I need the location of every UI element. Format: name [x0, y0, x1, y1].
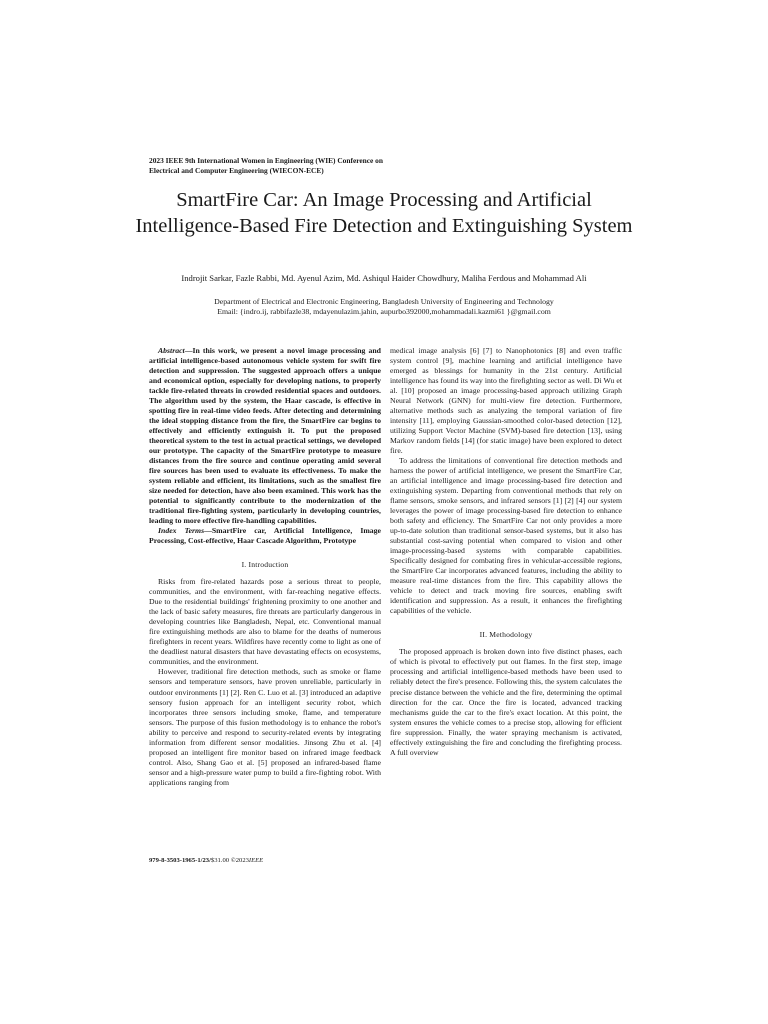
- author-list: Indrojit Sarkar, Fazle Rabbi, Md. Ayenul Azim, Md. Ashiqul Haider Chowdhury, Maliha Ferdous and Mohammad Ali: [181, 273, 587, 283]
- affiliation: Department of Electrical and Electronic Engineering, Bangladesh University of Engineering and Technology: [214, 297, 554, 306]
- footer-publisher: IEEE: [248, 857, 264, 864]
- abstract-text: —In this work, we present a novel image processing and artificial intelligence-based autonomous vehicle system for swift fire detection and suppression. The suggested approach offers a unique and economical option, especially for developing nations, to properly tackle fire-related threats in crowded residential spaces and outdoors. The algorithm used by the system, the Haar cascade, is effective in spotting fire in real-time video feeds. After detecting and determining the ideal stopping distance from the fire, the SmartFire car begins to effectively and efficiently extinguish it. To put the proposed theoretical system to the test in actual practical settings, we developed our prototype. The capacity of the SmartFire prototype to measure distances from the fire source and continue operating amid several fire sources has been used to evaluate its effectiveness. To make the system reliable and efficient, its limitations, such as the smallest fire size needed for detection, have also been examined. This work has the potential to significantly contribute to the modernization of the traditional fire-fighting system, particularly in developing countries, leading to more effective fire-handling capabilities.: [149, 346, 381, 526]
- index-terms: [149, 526, 381, 546]
- abstract-label: Abstract: [158, 346, 185, 355]
- index-terms-label: Index Terms: [158, 526, 205, 536]
- conference-line-1: 2023 IEEE 9th International Women in Engineering (WIE) Conference on: [149, 156, 383, 165]
- intro-paragraph-3: medical image analysis [6] [7] to Nanophotonics [8] and even traffic system control [9], machine learning and artificial intelligence have emerged as blessings for humanity in the 21st century. Artificial intelligence has found its way into the firefighting sector as well. Di Wu et al. [10] proposed an image processing-based approach utilizing Graph Neural Network (GNN) for multi-view fire detection. Furthermore, alternative methods such as analyzing the temporal variation of fire intensity [11], employing Gaussian-smoothed color-based detection [12], utilizing Support Vector Machine (SVM)-based fire detection [13], using Markov random fields [14] (for static image) have been explored to detect fire.: [390, 346, 622, 456]
- section-heading-introduction: I. Introduction: [241, 560, 289, 570]
- left-column: [149, 346, 381, 788]
- conference-header: [149, 156, 509, 176]
- email-line: Email: {indro.ij, rabbifazle38, mdayenulazim.jahin, aupurbo392000,mohammadali.kazmi61 }@gmail.com: [217, 307, 551, 316]
- affiliation-block: [140, 297, 628, 317]
- copyright-footer: [149, 857, 263, 864]
- footer-isbn: 979-8-3503-1965-1/23/: [149, 857, 211, 864]
- section-heading-methodology: II. Methodology: [479, 630, 533, 640]
- footer-price: $31.00: [210, 857, 230, 864]
- abstract: [149, 346, 381, 526]
- intro-paragraph-1: Risks from fire-related hazards pose a serious threat to people, communities, and the environment, with far-reaching negative effects. Due to the residential buildings' frightening proximity to one another and the lack of basic safety measures, fire threats are particularly dangerous in developing countries like Bangladesh, Nepal, etc. Conventional manual fire extinguishing methods are also to blame for the deaths of numerous firefighters in recent years. Wildfires have recently come to light as one of the deadliest natural disasters that have devastating effects on ecosystems, communities, and the environment.: [149, 577, 381, 667]
- methodology-paragraph-1: The proposed approach is broken down into five distinct phases, each of which is pivotal to effectively put out flames. In the first step, image processing and artificial intelligence-based methods have been used to reliably detect the fire's presence. Following this, the system calculates the precise distance between the vehicle and the fire, determining the optimal direction for the car. Once the fire is located, advanced tracking mechanisms guide the car to the fire's exact location. At this point, the system ensures the vehicle comes to a precise stop, allowing for efficient fire suppression. Finally, the water spraying mechanism is activated, effectively extinguishing the fire and concluding the firefighting process. A full overview: [390, 647, 622, 757]
- right-column: [390, 346, 622, 758]
- footer-year: 2023: [235, 857, 249, 864]
- paper-title: SmartFire Car: An Image Processing and Artificial Intelligence-Based Fire Detection and Extinguishing System: [135, 189, 633, 237]
- footer-copyright-symbol: ©: [230, 857, 236, 864]
- index-terms-text: —SmartFire car, Artificial Intelligence, Image Processing, Cost-effective, Haar Cascade Algorithm, Prototype: [149, 526, 381, 546]
- conference-line-2: Electrical and Computer Engineering (WIECON-ECE): [149, 166, 324, 175]
- intro-paragraph-2: However, traditional fire detection methods, such as smoke or flame sensors and temperature sensors, have proven unreliable, particularly in outdoor environments [1] [2]. Ren C. Luo et al. [3] introduced an adaptive sensory fusion approach for an intelligent security robot, which incorporates three sensors including smoke, flame, and temperature sensors. The purpose of this fusion methodology is to enhance the robot's ability to perceive and respond to security-related events by integrating information from different sensor modalities. Jinsong Zhu et al. [4] proposed an intelligent fire monitor based on infrared image feedback control. Also, Shang Gao et al. [5] proposed an infrared-based flame sensor and a high-pressure water pump to build a fire-fighting robot. With applications ranging from: [149, 667, 381, 787]
- intro-paragraph-4: To address the limitations of conventional fire detection methods and harness the power of artificial intelligence, we present the SmartFire Car, an artificial intelligence and image processing-based fire detection and extinguishing system. Departing from conventional methods that rely on flame sensors, smoke sensors, and infrared sensors [1] [2] [4] our system leverages the power of image processing-based fire detection to enhance both safety and efficiency. The SmartFire Car not only provides a more up-to-date solution than traditional sensor-based systems, but it also has substantial cost-saving potential when compared to vision and other image-processing-based systems with comparable capabilities. Specifically designed for combating fires in vehicular-accessible regions, the SmartFire Car incorporates advanced features, including the ability to measure real-time distances from the fire. This capability allows the vehicle to detect and track moving fire sources, enabling swift identification and suppression. As a result, it enhances the firefighting capabilities of the vehicle.: [390, 456, 622, 616]
